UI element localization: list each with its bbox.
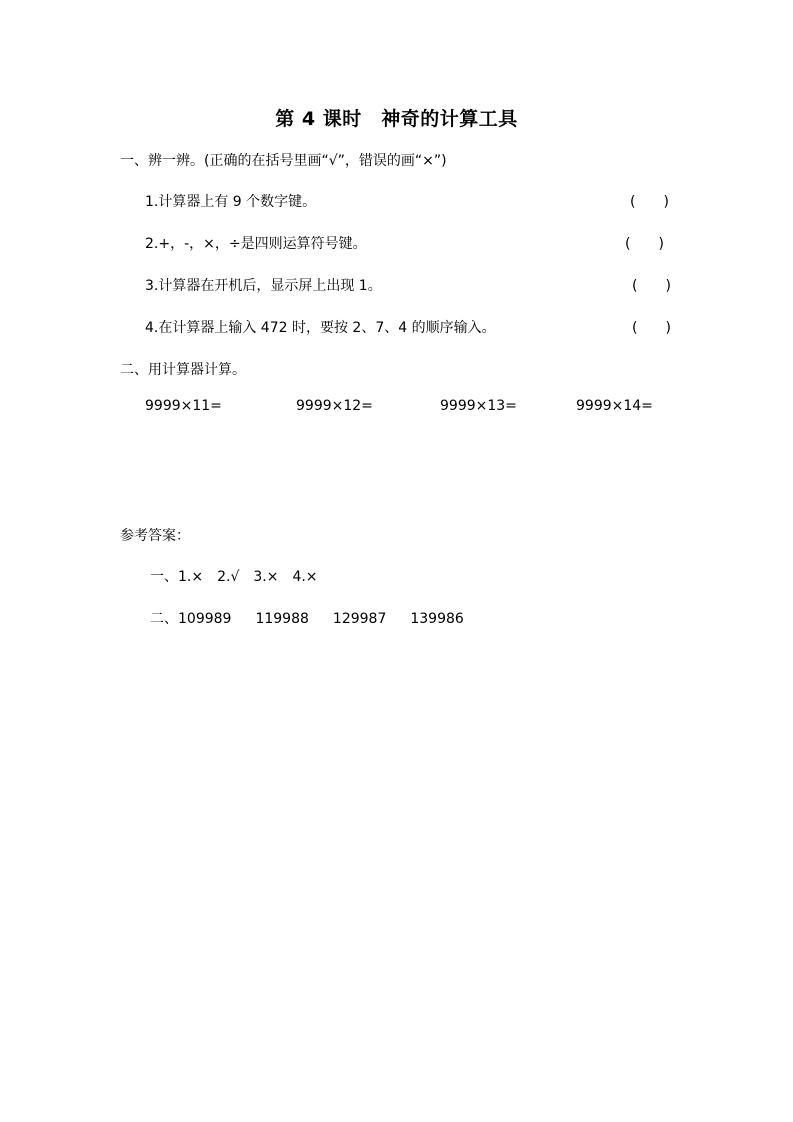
answers-part-1: 一、1.× 2.√ 3.× 4.×: [150, 569, 318, 585]
answers-part-2: [150, 608, 464, 628]
answer-value-1: 109989: [178, 611, 232, 627]
question-1: 1.计算器上有 9 个数字键。: [145, 194, 317, 210]
question-3: 3.计算器在开机后，显示屏上出现 1。: [145, 278, 382, 294]
answer-bracket-4: ( ): [632, 320, 671, 336]
page-title: 第 4 课时 神奇的计算工具: [275, 108, 518, 130]
answer-value-4: 139986: [410, 611, 464, 627]
answers-part-2-prefix: 二、: [150, 611, 178, 627]
calc-problem-3: 9999×13=: [440, 398, 517, 414]
calc-problem-4: 9999×14=: [576, 398, 653, 414]
answer-bracket-3: ( ): [632, 278, 671, 294]
section-1-heading: 一、辨一辨。(正确的在括号里画“√”，错误的画“×”): [120, 153, 447, 169]
calc-problem-1: 9999×11=: [145, 398, 222, 414]
answer-bracket-2: ( ): [625, 236, 664, 252]
section-2-heading: 二、用计算器计算。: [120, 362, 246, 378]
question-4: 4.在计算器上输入 472 时，要按 2、7、4 的顺序输入。: [145, 320, 496, 336]
answer-value-2: 119988: [255, 611, 309, 627]
calc-problem-2: 9999×12=: [296, 398, 373, 414]
question-2: 2.+，-，×，÷是四则运算符号键。: [145, 236, 367, 252]
answers-heading: 参考答案：: [120, 528, 190, 544]
answer-bracket-1: ( ): [630, 194, 669, 210]
answer-value-3: 129987: [332, 611, 387, 627]
